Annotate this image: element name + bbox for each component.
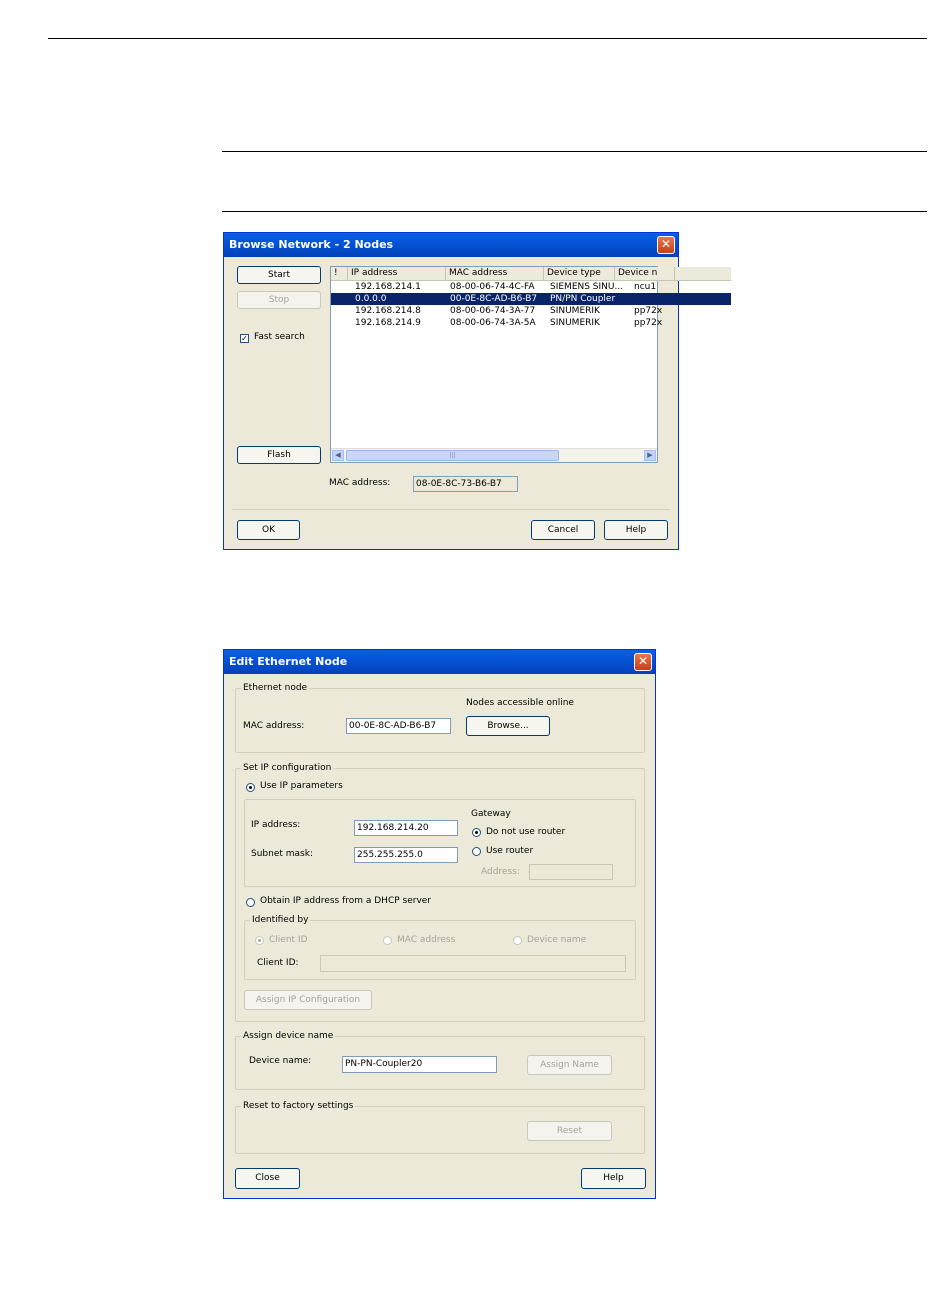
mac-address-display: 08-0E-8C-73-B6-B7 [413,476,518,492]
cancel-button-label: Cancel [547,525,579,535]
list-cell-type: SINUMERIK [550,306,600,316]
browse-dialog-title: Browse Network - 2 Nodes [229,238,394,251]
mac-address-label: MAC address: [243,721,305,731]
browse-button[interactable] [466,716,550,736]
identified-by-label: Identified by [252,915,309,925]
list-item[interactable] [331,293,731,305]
reset-button[interactable] [527,1121,612,1141]
subnet-mask-label: Subnet mask: [251,849,313,859]
column-header-mac[interactable]: MAC address [446,267,544,280]
scroll-thumb[interactable]: ||| [346,450,559,461]
device-name-field[interactable]: PN-PN-Coupler20 [342,1056,497,1073]
browse-dialog-separator [232,509,670,510]
stop-button[interactable] [237,291,321,309]
no-router-label: Do not use router [486,827,566,837]
router-address-field[interactable] [529,864,613,880]
edit-help-button-label: Help [603,1173,624,1183]
column-header-flag[interactable]: ! [331,267,348,280]
device-name-radio[interactable] [513,936,522,945]
assign-name-button-label: Assign Name [540,1060,599,1070]
device-name-radio-label: Device name [527,935,587,945]
edit-dialog-title: Edit Ethernet Node [229,655,348,668]
mac-address-label: MAC address: [329,478,391,488]
close-icon[interactable]: ✕ [634,653,652,671]
scroll-left-icon[interactable]: ◀ [332,450,344,461]
list-cell-name: pp72x [634,318,663,328]
nodes-online-label: Nodes accessible online [466,698,574,708]
browse-dialog-titlebar [224,233,678,257]
start-button-label: Start [268,270,290,280]
horizontal-scrollbar[interactable] [331,448,657,462]
column-header-device-name[interactable]: Device n [615,267,675,280]
node-list-header [331,267,731,281]
list-cell-type: SIEMENS SINU... [550,282,624,292]
list-cell-ip: 192.168.214.9 [355,318,421,328]
ip-address-label: IP address: [251,820,301,830]
edit-dialog-titlebar [224,650,655,674]
list-cell-mac: 08-00-06-74-3A-77 [450,306,536,316]
list-item[interactable] [331,305,731,317]
ok-button-label: OK [262,525,275,535]
browse-button-label: Browse... [487,721,529,731]
reset-group-label: Reset to factory settings [243,1101,354,1111]
assign-ip-config-button-label: Assign IP Configuration [255,995,361,1005]
list-item[interactable] [331,281,731,293]
top-rule [48,38,927,39]
client-id-radio[interactable] [255,936,264,945]
fast-search-checkbox[interactable]: ✓ [241,334,248,343]
dhcp-label: Obtain IP address from a DHCP server [260,896,432,906]
router-address-label: Address: [481,867,520,877]
flash-button[interactable] [237,446,321,464]
section-rule-2 [222,211,927,212]
close-button-label: Close [255,1173,280,1183]
ethernet-node-group-label: Ethernet node [243,683,308,693]
mac-address-field[interactable]: 00-0E-8C-AD-B6-B7 [346,718,451,734]
use-ip-params-radio[interactable] [246,783,255,792]
list-cell-name: ncu1 [634,282,657,292]
list-cell-ip: 0.0.0.0 [355,294,387,304]
column-header-ip[interactable]: IP address [348,267,446,280]
device-name-label: Device name: [249,1056,312,1066]
client-id-radio-label: Client ID [269,935,308,945]
column-header-device-type[interactable]: Device type [544,267,615,280]
ip-config-group-label: Set IP configuration [243,763,332,773]
list-cell-ip: 192.168.214.8 [355,306,421,316]
list-cell-type: SINUMERIK [550,318,600,328]
stop-button-label: Stop [268,295,290,305]
list-cell-name: pp72x [634,306,663,316]
mac-address-radio-label: MAC address [397,935,456,945]
browse-network-dialog [223,232,679,550]
list-item[interactable] [331,317,731,329]
cancel-button[interactable] [531,520,595,540]
list-cell-ip: 192.168.214.1 [355,282,421,292]
reset-button-label: Reset [556,1126,583,1136]
client-id-label: Client ID: [257,958,299,968]
subnet-mask-field[interactable]: 255.255.255.0 [354,847,458,863]
use-router-radio[interactable] [472,847,481,856]
ok-button[interactable] [237,520,300,540]
node-list[interactable] [330,266,663,463]
list-cell-mac: 00-0E-8C-AD-B6-B7 [450,294,538,304]
section-rule-1 [222,151,927,152]
close-button[interactable] [235,1168,300,1189]
client-id-field[interactable] [320,955,626,972]
close-icon[interactable]: ✕ [657,236,675,254]
assign-name-button[interactable] [527,1055,612,1075]
list-cell-type: PN/PN Coupler [550,294,616,304]
no-router-radio[interactable] [472,828,481,837]
mac-address-radio[interactable] [383,936,392,945]
assign-ip-config-button[interactable] [244,990,372,1010]
browse-help-button[interactable] [604,520,668,540]
dhcp-radio[interactable] [246,898,255,907]
ip-address-field[interactable]: 192.168.214.20 [354,820,458,836]
use-ip-params-label: Use IP parameters [260,781,343,791]
use-router-label: Use router [486,846,534,856]
device-name-group-label: Assign device name [243,1031,334,1041]
scroll-right-icon[interactable]: ▶ [644,450,656,461]
fast-search-label: Fast search [254,332,305,342]
start-button[interactable] [237,266,321,284]
flash-button-label: Flash [267,450,291,460]
gateway-label: Gateway [471,809,511,819]
list-cell-mac: 08-00-06-74-4C-FA [450,282,535,292]
edit-ethernet-node-dialog [223,649,656,1199]
edit-help-button[interactable] [581,1168,646,1189]
browse-help-button-label: Help [625,525,647,535]
list-cell-mac: 08-00-06-74-3A-5A [450,318,536,328]
